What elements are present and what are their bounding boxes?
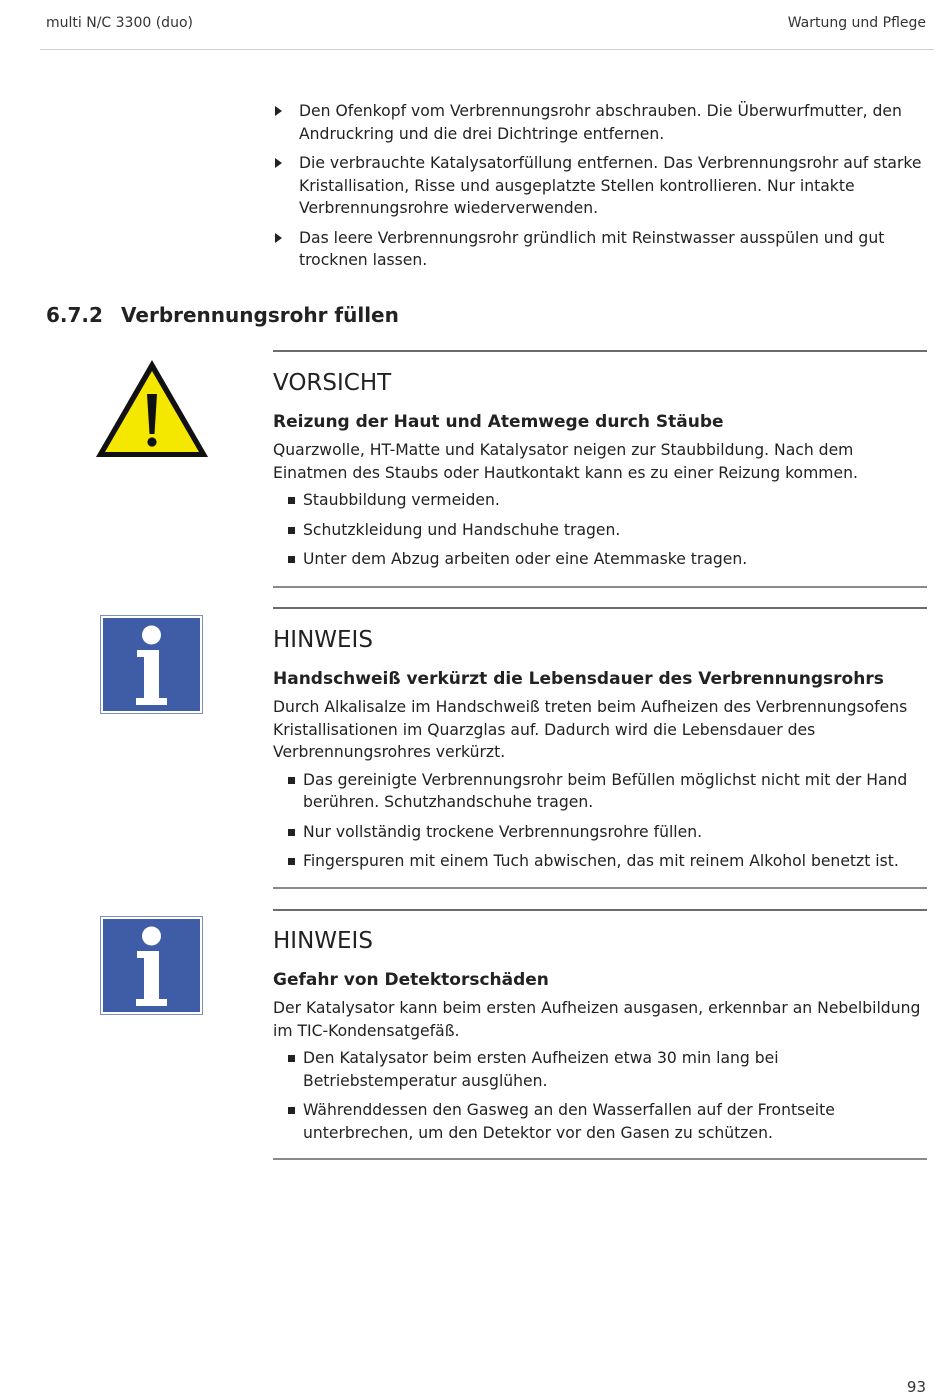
notice-title: HINWEIS [273, 627, 373, 653]
bullet-text: Nur vollständig trockene Verbrennungsrohre füllen. [303, 822, 703, 841]
page-number: 93 [906, 1378, 926, 1396]
notice-top-rule [273, 909, 927, 911]
notice-subtitle: Gefahr von Detektorschäden [273, 970, 549, 990]
header-divider [40, 49, 934, 50]
notice-bullet [273, 1099, 929, 1144]
notice-bullet [273, 489, 929, 512]
notice-top-rule [273, 350, 927, 352]
notice-bullet [273, 1047, 929, 1092]
instruction-step [273, 227, 929, 272]
notice-bullet-list [273, 489, 929, 571]
notice-bullet [273, 769, 929, 814]
section-number: 6.7.2 [46, 303, 103, 327]
bullet-square-icon [288, 1055, 295, 1062]
step-text: Das leere Verbrennungsrohr gründlich mit Reinstwasser ausspülen und gut trocknen lassen. [299, 228, 885, 269]
step-arrow-icon [275, 106, 282, 116]
notice-bullet-list [273, 769, 929, 873]
notice-bullet [273, 548, 929, 571]
bullet-square-icon [288, 858, 295, 865]
warning-triangle-icon [93, 357, 211, 460]
bullet-text: Unter dem Abzug arbeiten oder eine Atemmaske tragen. [303, 550, 748, 568]
header-chapter-title: Wartung und Pflege [787, 15, 926, 31]
bullet-square-icon [288, 777, 295, 784]
bullet-square-icon [288, 556, 295, 563]
step-arrow-icon [275, 233, 282, 243]
notice-body: Quarzwolle, HT-Matte und Katalysator neigen zur Staubbildung. Nach dem Einatmen des Staubs oder Hautkontakt kann es zu einer Reizung kommen. [273, 441, 858, 482]
bullet-square-icon [288, 497, 295, 504]
step-arrow-icon [275, 158, 282, 168]
notice-top-rule [273, 607, 927, 609]
section-title: Verbrennungsrohr füllen [121, 303, 399, 327]
bullet-text: Den Katalysator beim ersten Aufheizen etwa 30 min lang bei Betriebstemperatur ausglühen. [303, 1049, 779, 1090]
notice-bullet [273, 850, 929, 873]
step-text: Den Ofenkopf vom Verbrennungsrohr abschrauben. Die Überwurfmutter, den Andruckring und die drei Dichtringe entfernen. [299, 102, 902, 143]
bullet-square-icon [288, 829, 295, 836]
info-icon [100, 615, 203, 714]
notice-bullet-list [273, 1047, 929, 1144]
instruction-step [273, 152, 929, 220]
info-icon [100, 916, 203, 1015]
bullet-text: Schutzkleidung und Handschuhe tragen. [303, 520, 621, 539]
hint-notice-detector [273, 926, 929, 1151]
instruction-steps [273, 100, 929, 279]
bullet-text: Fingerspuren mit einem Tuch abwischen, das mit reinem Alkohol benetzt ist. [303, 852, 899, 870]
notice-bottom-rule [273, 586, 927, 588]
notice-bottom-rule [273, 887, 927, 889]
header-product-name: multi N/C 3300 (duo) [46, 15, 193, 31]
notice-bottom-rule [273, 1158, 927, 1160]
notice-title: VORSICHT [273, 370, 392, 396]
notice-subtitle: Reizung der Haut und Atemwege durch Stäube [273, 412, 724, 432]
bullet-square-icon [288, 1107, 295, 1114]
notice-title: HINWEIS [273, 928, 373, 954]
hint-notice-sweat [273, 625, 929, 880]
step-text: Die verbrauchte Katalysatorfüllung entfernen. Das Verbrennungsrohr auf starke Kristallisation, Risse und ausgeplatzte Stellen kontrollieren. Nur intakte Verbrennungsrohre wiederverwenden. [299, 154, 922, 217]
notice-subtitle: Handschweiß verkürzt die Lebensdauer des Verbrennungsrohrs [273, 669, 884, 689]
instruction-step [273, 100, 929, 145]
notice-bullet [273, 519, 929, 542]
bullet-text: Währenddessen den Gasweg an den Wasserfallen auf der Frontseite unterbrechen, um den Detektor vor den Gasen zu schützen. [303, 1101, 835, 1142]
bullet-square-icon [288, 527, 295, 534]
notice-body: Der Katalysator kann beim ersten Aufheizen ausgasen, erkennbar an Nebelbildung im TIC-Kondensatgefäß. [273, 999, 921, 1040]
caution-notice [273, 368, 929, 578]
bullet-text: Das gereinigte Verbrennungsrohr beim Befüllen möglichst nicht mit der Hand berühren. Schutzhandschuhe tragen. [303, 770, 908, 811]
notice-body: Durch Alkalisalze im Handschweiß treten beim Aufheizen des Verbrennungsofens Kristallisationen im Quarzglas auf. Dadurch wird die Lebensdauer des Verbrennungsrohres verkürzt. [273, 698, 908, 761]
notice-bullet [273, 821, 929, 844]
bullet-text: Staubbildung vermeiden. [303, 491, 500, 509]
